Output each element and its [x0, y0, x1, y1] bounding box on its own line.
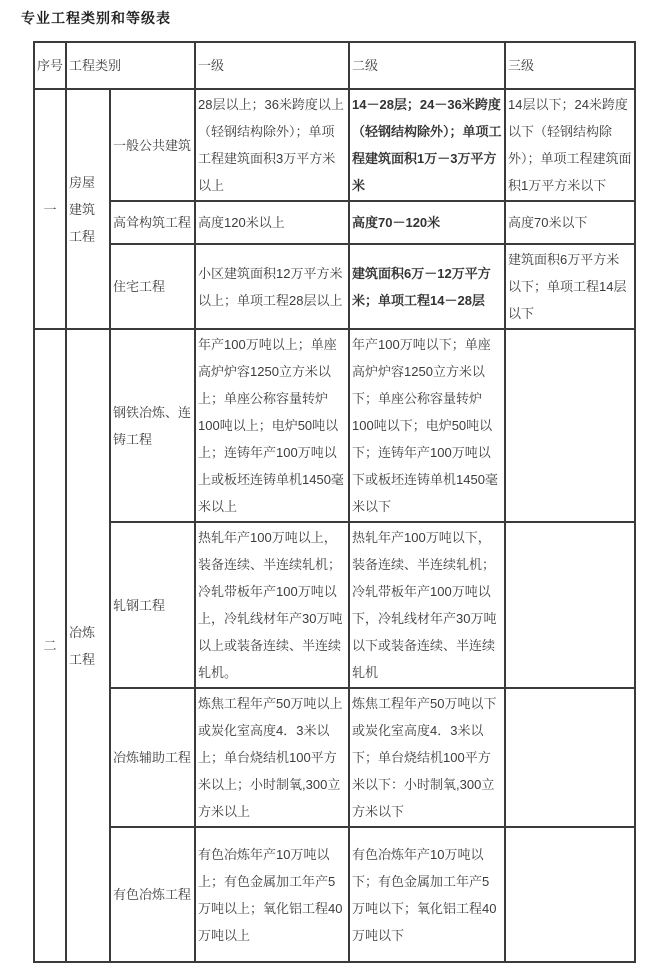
category-cell: 房屋建筑工程	[66, 89, 110, 329]
table-row	[34, 244, 635, 329]
subcategory-cell: 高耸构筑工程	[110, 201, 195, 244]
grade1-cell: 有色冶炼年产10万吨以上；有色金属加工年产5万吨以上；氧化铝工程40万吨以上	[195, 827, 349, 962]
page-title: 专业工程类别和等级表	[21, 10, 171, 26]
grade3-cell: 高度70米以下	[505, 201, 635, 244]
grade2-cell: 14－28层；24－36米跨度（轻钢结构除外）；单项工程建筑面积1万－3万平方米	[349, 89, 505, 201]
grade1-cell: 炼焦工程年产50万吨以上或炭化室高度4．3米以上；单台烧结机100平方米以上；小时制氧,300立方米以上	[195, 688, 349, 827]
subcategory-cell: 轧钢工程	[110, 522, 195, 688]
grade3-cell	[505, 688, 635, 827]
row-index-cell: 二	[34, 329, 66, 962]
header-no: 序号	[34, 42, 66, 89]
table-row	[34, 329, 635, 522]
subcategory-cell: 一般公共建筑	[110, 89, 195, 201]
table-row	[34, 89, 635, 201]
grade1-cell: 热轧年产100万吨以上，装备连续、半连续轧机；冷轧带板年产100万吨以上，冷轧线材年产30万吨以上或装备连续、半连续轧机。	[195, 522, 349, 688]
subcategory-cell: 住宅工程	[110, 244, 195, 329]
grade1-cell: 28层以上；36米跨度以上（轻钢结构除外）；单项工程建筑面积3万平方米以上	[195, 89, 349, 201]
grade2-cell: 有色冶炼年产10万吨以下；有色金属加工年产5万吨以下；氧化铝工程40万吨以下	[349, 827, 505, 962]
table-row	[34, 201, 635, 244]
grade2-cell: 高度70－120米	[349, 201, 505, 244]
header-grade2: 二级	[349, 42, 505, 89]
grade3-cell	[505, 827, 635, 962]
table-row	[34, 522, 635, 688]
table-row	[34, 688, 635, 827]
grade1-cell: 小区建筑面积12万平方米以上；单项工程28层以上	[195, 244, 349, 329]
grade1-cell: 高度120米以上	[195, 201, 349, 244]
header-grade3: 三级	[505, 42, 635, 89]
grade2-cell: 热轧年产100万吨以下，装备连续、半连续轧机；冷轧带板年产100万吨以下，冷轧线材年产30万吨以下或装备连续、半连续轧机	[349, 522, 505, 688]
category-cell: 冶炼工程	[66, 329, 110, 962]
grade2-cell: 炼焦工程年产50万吨以下或炭化室高度4．3米以下；单台烧结机100平方米以下：小时制氧,300立方米以下	[349, 688, 505, 827]
subcategory-cell: 冶炼辅助工程	[110, 688, 195, 827]
table-row	[34, 827, 635, 962]
grade3-cell: 14层以下；24米跨度以下（轻钢结构除外）；单项工程建筑面积1万平方米以下	[505, 89, 635, 201]
grade3-cell	[505, 329, 635, 522]
grade3-cell: 建筑面积6万平方米以下；单项工程14层以下	[505, 244, 635, 329]
grade2-cell: 建筑面积6万－12万平方米；单项工程14－28层	[349, 244, 505, 329]
grade3-cell	[505, 522, 635, 688]
table-header-row	[34, 42, 635, 89]
grade1-cell: 年产100万吨以上；单座高炉炉容1250立方米以上；单座公称容量转炉100吨以上；电炉50吨以上；连铸年产100万吨以上或板坯连铸单机1450毫米以上	[195, 329, 349, 522]
subcategory-cell: 钢铁冶炼、连铸工程	[110, 329, 195, 522]
subcategory-cell: 有色冶炼工程	[110, 827, 195, 962]
row-index-cell: 一	[34, 89, 66, 329]
header-category: 工程类别	[66, 42, 195, 89]
header-grade1: 一级	[195, 42, 349, 89]
grade2-cell: 年产100万吨以下；单座高炉炉容1250立方米以下；单座公称容量转炉100吨以下；电炉50吨以下；连铸年产100万吨以下或板坯连铸单机1450毫米以下	[349, 329, 505, 522]
grade-table	[33, 41, 636, 963]
